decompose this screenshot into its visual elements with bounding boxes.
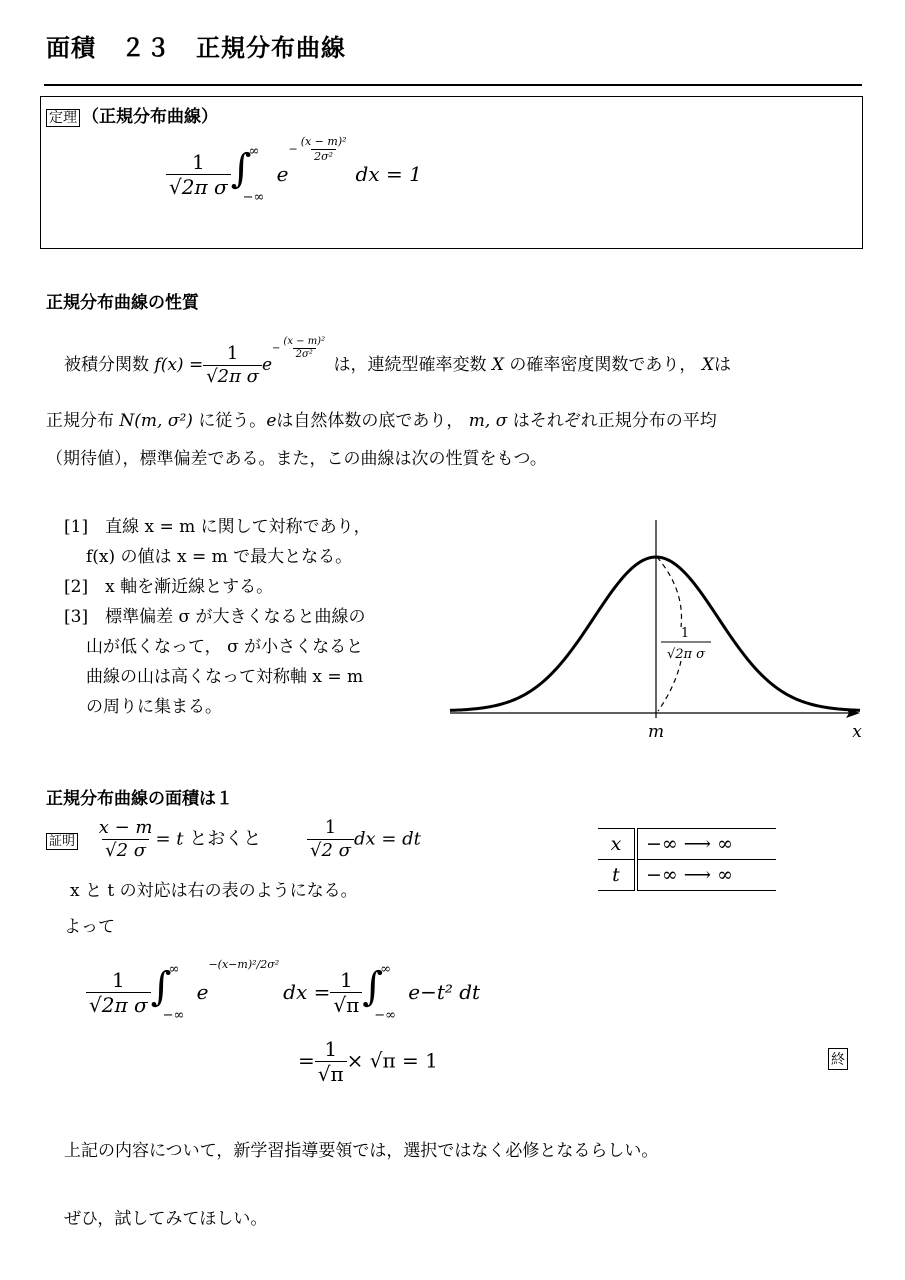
table-range: −∞ ⟶ ∞ (636, 860, 776, 891)
correspondence-text: x と t の対応は右の表のようになる。 (70, 881, 358, 901)
p1-X: X (491, 355, 505, 376)
integral-lower: −∞ (242, 190, 265, 205)
substitution (46, 818, 421, 861)
l2-a: 正規分布 (46, 411, 114, 431)
e1-den2: √π (330, 992, 362, 1017)
p1-X2: X (701, 355, 714, 376)
therefore-text: よって (64, 917, 115, 937)
properties-line1: 被積分関数 f(x) = $\frac{1}{\text{√2π σ}}$ e− $\frac{\text{(x − m)²}}{\text{2σ²}}$ は，連続型確率変数 X の確率密度関数であり， Xは (64, 336, 731, 387)
properties-heading: 正規分布曲線の性質 (46, 293, 199, 313)
l2-e: e (266, 411, 277, 431)
p1-d: は (713, 355, 731, 376)
eq-base: e (276, 161, 289, 186)
eq-coef-num: 1 (191, 150, 205, 174)
e1-rhs: e−t² dt (408, 979, 481, 1004)
l2-b: に従う。 (198, 411, 267, 431)
theorem-heading-text: （正規分布曲線） (82, 107, 218, 127)
item-num: [1] (64, 517, 89, 537)
eq-tail: dx = 1 (355, 161, 422, 186)
label-m: m (647, 722, 665, 742)
e1-num2: 1 (339, 968, 353, 992)
sub-den: √2 σ (102, 839, 149, 862)
sub-num: x − m (98, 817, 153, 838)
e1-exp: −(x−m)²/2σ² (208, 958, 280, 971)
property-list (64, 512, 444, 722)
l2-c: は自然体数の底であり， (276, 411, 464, 431)
e2-tail: × √π = 1 (346, 1048, 438, 1073)
sub-text: とおくと (189, 828, 262, 850)
integral-lower: −∞ (162, 1008, 185, 1023)
eq-exp-num: (x − m)² (300, 135, 347, 148)
area-heading: 正規分布曲線の面積は１ (46, 789, 233, 809)
theorem-heading (46, 102, 218, 127)
integral-sign: ∫ ∞ −∞ (230, 144, 265, 205)
normal-curve-graph (445, 515, 875, 750)
title-rule (44, 84, 862, 86)
l2-m: m, σ (468, 411, 508, 431)
eq-exp-den: 2σ² (311, 149, 336, 163)
item-line: 曲線の山は高くなって対称軸 x = m (86, 667, 364, 687)
theorem-tag: 定理 (46, 109, 80, 127)
table-range: −∞ ⟶ ∞ (636, 829, 776, 860)
sub-eq: = t (155, 828, 184, 850)
d-num: 1 (324, 817, 337, 838)
e1-num: 1 (111, 968, 125, 992)
table-var: x (598, 829, 636, 860)
item-line: 直線 x = m に関して対称であり， (105, 517, 371, 537)
list-item (64, 602, 444, 632)
table-row (598, 829, 776, 860)
e1-mid: dx = (283, 979, 331, 1004)
p1-fx: f(x) = (154, 355, 204, 376)
e2-num: 1 (324, 1037, 338, 1061)
integral-upper: ∞ (380, 962, 392, 977)
properties-line2 (46, 408, 717, 434)
integral-sign: ∫ ∞ −∞ (150, 962, 185, 1023)
item-line: f(x) の値は x = m で最大となる。 (86, 547, 353, 567)
peak-label-num: 1 (680, 626, 690, 641)
e2-eq: = (298, 1048, 315, 1073)
l2-N: N(m, σ²) (119, 411, 193, 431)
footer-line2: ぜひ，試してみてほしい。 (64, 1209, 268, 1229)
table-row (598, 860, 776, 891)
item-num: [3] (64, 607, 89, 627)
list-item (64, 512, 444, 542)
bell-curve (450, 557, 860, 710)
item-num: [2] (64, 577, 89, 597)
peak-arc-lower (658, 661, 681, 711)
l2-d: はそれぞれ正規分布の平均 (512, 411, 717, 431)
eq-coef-den: √2π σ (166, 174, 231, 199)
item-line: 標準偏差 σ が大きくなると曲線の (105, 607, 366, 627)
p1-b: は，連続型確率変数 (333, 355, 487, 376)
integral-lower: −∞ (374, 1008, 396, 1023)
end-mark: 終 (828, 1048, 848, 1070)
eq-exp-sign: − (288, 142, 298, 156)
item-line: x 軸を漸近線とする。 (105, 577, 274, 597)
proof-equation-2 (298, 1038, 438, 1086)
label-x: x (852, 722, 862, 742)
integral-upper: ∞ (248, 144, 260, 159)
e2-den: √π (315, 1061, 347, 1086)
p1-c: の確率密度関数であり， (509, 355, 697, 376)
item-line: の周りに集まる。 (86, 697, 222, 717)
list-item (64, 572, 444, 602)
integral-upper: ∞ (168, 962, 180, 977)
table-var: t (598, 860, 636, 891)
item-line: 山が低くなって， σ が小さくなると (86, 637, 364, 657)
correspondence-table (598, 828, 776, 891)
footer-line1: 上記の内容について，新学習指導要領では，選択ではなく必修となるらしい。 (64, 1141, 659, 1161)
d-den: √2 σ (307, 839, 354, 862)
properties-line3: （期待値），標準偏差である。また，この曲線は次の性質をもつ。 (46, 449, 547, 469)
peak-label-den: √2π σ (666, 647, 706, 662)
proof-tag: 証明 (46, 833, 78, 850)
d-eq: dx = dt (353, 828, 421, 850)
proof-equation-1 (86, 958, 481, 1023)
e1-den: √2π σ (86, 992, 151, 1017)
integral-sign: ∫ ∞ −∞ (362, 962, 396, 1023)
e1-base: e (196, 979, 209, 1004)
theorem-equation (166, 135, 422, 205)
p1-a: 被積分関数 (64, 355, 149, 376)
page-title: 面積 ２３ 正規分布曲線 (46, 34, 346, 62)
